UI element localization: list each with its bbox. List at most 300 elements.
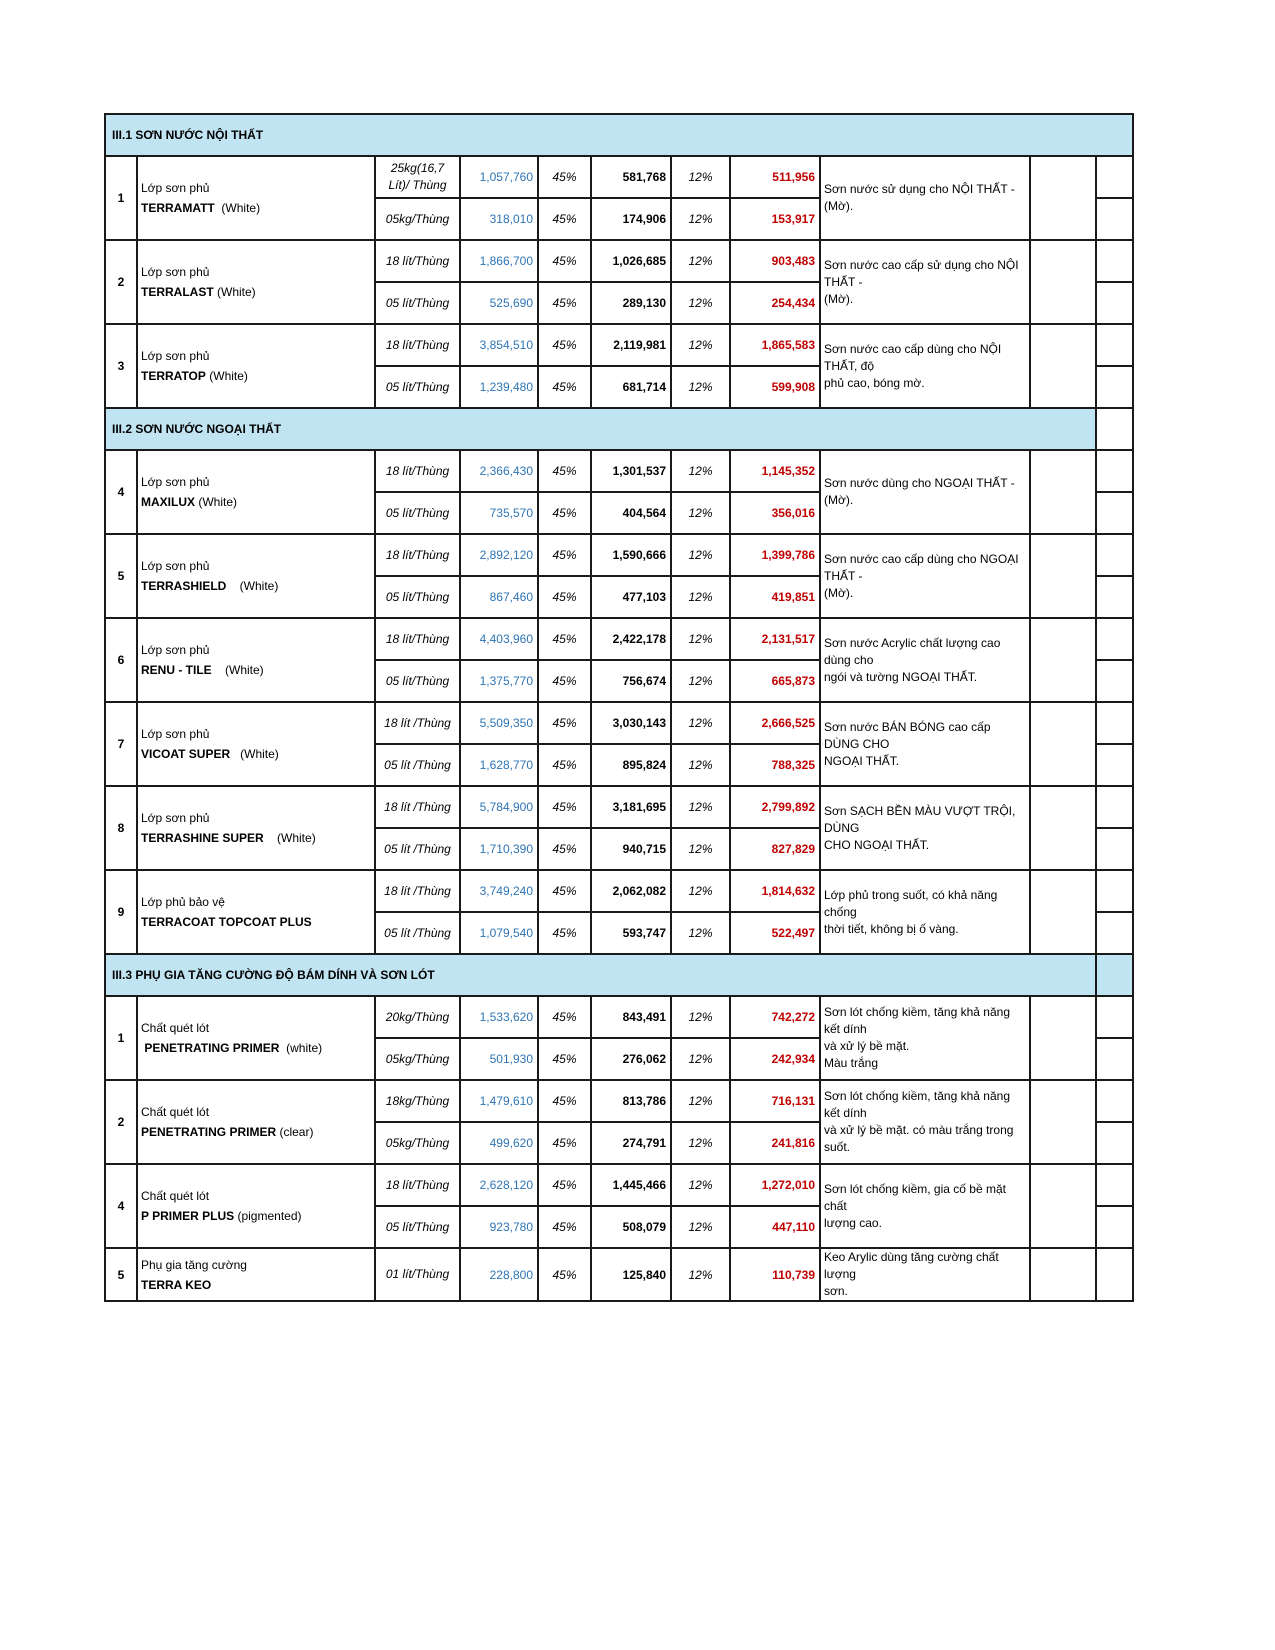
section-tail-cell: [1096, 954, 1133, 996]
net-price: 756,674: [591, 660, 671, 702]
product-name-cell: [137, 1164, 375, 1248]
net-price: 940,715: [591, 828, 671, 870]
vat-percent: 12%: [671, 240, 730, 282]
list-price: 2,628,120: [460, 1164, 538, 1206]
net-price: 581,768: [591, 156, 671, 198]
package-size: 05 lít /Thùng: [375, 828, 460, 870]
list-price: 525,690: [460, 282, 538, 324]
notes-cell: [1030, 534, 1096, 618]
product-name: TERRAMATT: [141, 201, 215, 215]
final-price: 242,934: [730, 1038, 820, 1080]
extra-cell: [1096, 702, 1133, 744]
notes-cell: [1030, 618, 1096, 702]
vat-percent: 12%: [671, 576, 730, 618]
extra-cell: [1096, 198, 1133, 240]
final-price: 788,325: [730, 744, 820, 786]
list-price: 228,800: [460, 1248, 538, 1301]
item-number: 6: [105, 618, 137, 702]
item-number: 4: [105, 1164, 137, 1248]
description-line: phủ cao, bóng mờ.: [824, 375, 925, 390]
product-variant: (White): [213, 285, 256, 299]
net-price: 508,079: [591, 1206, 671, 1248]
product-type: Chất quét lót: [141, 1105, 210, 1119]
list-price: 1,057,760: [460, 156, 538, 198]
product-description: [820, 156, 1030, 240]
net-price: 3,030,143: [591, 702, 671, 744]
product-name-line: [141, 369, 248, 383]
package-size: 18 lít/Thùng: [375, 450, 460, 492]
net-price: 125,840: [591, 1248, 671, 1301]
net-price: 174,906: [591, 198, 671, 240]
final-price: 827,829: [730, 828, 820, 870]
discount-percent: 45%: [538, 1206, 591, 1248]
description-line: ngói và tường NGOẠI THẤT.: [824, 669, 978, 684]
discount-percent: 45%: [538, 492, 591, 534]
product-description: [820, 618, 1030, 702]
product-name-line: [141, 579, 278, 593]
package-size: 18 lít/Thùng: [375, 534, 460, 576]
list-price: 3,854,510: [460, 324, 538, 366]
list-price: 1,239,480: [460, 366, 538, 408]
final-price: 1,272,010: [730, 1164, 820, 1206]
item-number: 1: [105, 996, 137, 1080]
product-name-line: [141, 915, 312, 929]
extra-cell: [1096, 156, 1133, 198]
product-name-line: [141, 1125, 313, 1139]
product-name-line: [141, 747, 279, 761]
extra-cell: [1096, 534, 1133, 576]
extra-cell: [1096, 282, 1133, 324]
vat-percent: 12%: [671, 324, 730, 366]
product-name: TERRASHINE SUPER: [141, 831, 264, 845]
table-row: [105, 786, 1133, 828]
discount-percent: 45%: [538, 912, 591, 954]
product-name-cell: [137, 324, 375, 408]
vat-percent: 12%: [671, 282, 730, 324]
item-number: 2: [105, 1080, 137, 1164]
description-line: Sơn lót chống kiềm, tăng khả năng kết dính: [824, 1089, 1010, 1120]
product-type: Lớp sơn phủ: [141, 265, 210, 279]
net-price: 2,062,082: [591, 870, 671, 912]
list-price: 499,620: [460, 1122, 538, 1164]
price-table-body: [105, 114, 1133, 1301]
product-name-cell: [137, 702, 375, 786]
final-price: 903,483: [730, 240, 820, 282]
product-variant: (White): [205, 369, 248, 383]
package-size: 05 lít/Thùng: [375, 660, 460, 702]
product-description: [820, 1164, 1030, 1248]
vat-percent: 12%: [671, 492, 730, 534]
table-row: [105, 156, 1133, 198]
product-name-cell: [137, 534, 375, 618]
list-price: 1,628,770: [460, 744, 538, 786]
notes-cell: [1030, 1080, 1096, 1164]
product-description: [820, 324, 1030, 408]
notes-cell: [1030, 240, 1096, 324]
product-variant: (white): [279, 1041, 323, 1055]
discount-percent: 45%: [538, 996, 591, 1038]
vat-percent: 12%: [671, 660, 730, 702]
list-price: 5,784,900: [460, 786, 538, 828]
description-line: CHO NGOẠI THẤT.: [824, 837, 930, 852]
net-price: 276,062: [591, 1038, 671, 1080]
list-price: 5,509,350: [460, 702, 538, 744]
final-price: 599,908: [730, 366, 820, 408]
notes-cell: [1030, 702, 1096, 786]
notes-cell: [1030, 156, 1096, 240]
product-name-cell: [137, 450, 375, 534]
package-size: 18 lít /Thùng: [375, 702, 460, 744]
product-description: [820, 1248, 1030, 1301]
product-name-line: [141, 1209, 302, 1223]
vat-percent: 12%: [671, 744, 730, 786]
final-price: 742,272: [730, 996, 820, 1038]
product-name-line: [141, 831, 316, 845]
table-row: [105, 702, 1133, 744]
product-description: [820, 240, 1030, 324]
item-number: 5: [105, 534, 137, 618]
extra-cell: [1096, 870, 1133, 912]
final-price: 2,666,525: [730, 702, 820, 744]
net-price: 289,130: [591, 282, 671, 324]
list-price: 318,010: [460, 198, 538, 240]
vat-percent: 12%: [671, 366, 730, 408]
product-description: [820, 870, 1030, 954]
net-price: 1,590,666: [591, 534, 671, 576]
discount-percent: 45%: [538, 240, 591, 282]
extra-cell: [1096, 828, 1133, 870]
package-size: 05kg/Thùng: [375, 1122, 460, 1164]
vat-percent: 12%: [671, 534, 730, 576]
final-price: 254,434: [730, 282, 820, 324]
table-row: [105, 1248, 1133, 1301]
extra-cell: [1096, 1080, 1133, 1122]
net-price: 2,119,981: [591, 324, 671, 366]
extra-cell: [1096, 1164, 1133, 1206]
extra-cell: [1096, 324, 1133, 366]
product-name: MAXILUX: [141, 495, 195, 509]
discount-percent: 45%: [538, 534, 591, 576]
discount-percent: 45%: [538, 282, 591, 324]
product-name-line: [141, 495, 237, 509]
extra-cell: [1096, 450, 1133, 492]
item-number: 5: [105, 1248, 137, 1301]
list-price: 4,403,960: [460, 618, 538, 660]
list-price: 1,533,620: [460, 996, 538, 1038]
extra-cell: [1096, 1038, 1133, 1080]
final-price: 153,917: [730, 198, 820, 240]
net-price: 895,824: [591, 744, 671, 786]
discount-percent: 45%: [538, 702, 591, 744]
final-price: 1,145,352: [730, 450, 820, 492]
vat-percent: 12%: [671, 996, 730, 1038]
product-name-cell: [137, 1080, 375, 1164]
net-price: 593,747: [591, 912, 671, 954]
discount-percent: 45%: [538, 1080, 591, 1122]
product-name: VICOAT SUPER: [141, 747, 231, 761]
extra-cell: [1096, 240, 1133, 282]
net-price: 813,786: [591, 1080, 671, 1122]
section-title: III.3 PHỤ GIA TĂNG CƯỜNG ĐỘ BÁM DÍNH VÀ SƠN LÓT: [105, 954, 1096, 996]
product-name-cell: [137, 786, 375, 870]
list-price: 1,479,610: [460, 1080, 538, 1122]
product-variant: (White): [195, 495, 237, 509]
extra-cell: [1096, 1248, 1133, 1301]
discount-percent: 45%: [538, 828, 591, 870]
product-name: PENETRATING PRIMER: [141, 1125, 277, 1139]
vat-percent: 12%: [671, 1164, 730, 1206]
description-line: sơn.: [824, 1284, 848, 1298]
vat-percent: 12%: [671, 198, 730, 240]
discount-percent: 45%: [538, 870, 591, 912]
list-price: 1,710,390: [460, 828, 538, 870]
product-type: Lớp sơn phủ: [141, 475, 210, 489]
item-number: 1: [105, 156, 137, 240]
package-size: 18 lít/Thùng: [375, 324, 460, 366]
description-line: Lớp phủ trong suốt, có khả năng chống: [824, 887, 998, 919]
item-number: 7: [105, 702, 137, 786]
product-variant: (White): [214, 201, 261, 215]
notes-cell: [1030, 1164, 1096, 1248]
product-type: Lớp sơn phủ: [141, 181, 210, 195]
description-line: lượng cao.: [824, 1215, 882, 1230]
product-type: Lớp sơn phủ: [141, 727, 210, 741]
item-number: 8: [105, 786, 137, 870]
vat-percent: 12%: [671, 828, 730, 870]
list-price: 867,460: [460, 576, 538, 618]
description-line: Sơn nước cao cấp dùng cho NGOẠI THẤT -: [824, 551, 1019, 583]
final-price: 1,399,786: [730, 534, 820, 576]
net-price: 404,564: [591, 492, 671, 534]
package-size: 05 lít /Thùng: [375, 912, 460, 954]
description-line: Keo Arylic dùng tăng cường chất lượng: [824, 1250, 999, 1281]
extra-cell: [1096, 618, 1133, 660]
product-name-cell: [137, 156, 375, 240]
list-price: 501,930: [460, 1038, 538, 1080]
section-title: III.2 SƠN NƯỚC NGOẠI THẤT: [105, 408, 1096, 450]
description-line: Sơn nước dùng cho NGOẠI THẤT - (Mờ).: [824, 476, 1015, 507]
discount-percent: 45%: [538, 450, 591, 492]
description-line: và xử lý bề mặt.: [824, 1039, 910, 1053]
item-number: 9: [105, 870, 137, 954]
package-size: 18kg/Thùng: [375, 1080, 460, 1122]
table-row: [105, 240, 1133, 282]
product-name: RENU - TILE: [141, 663, 212, 677]
product-description: [820, 1080, 1030, 1164]
section-title: III.1 SƠN NƯỚC NỘI THẤT: [105, 114, 1133, 156]
list-price: 923,780: [460, 1206, 538, 1248]
net-price: 274,791: [591, 1122, 671, 1164]
extra-cell: [1096, 1122, 1133, 1164]
discount-percent: 45%: [538, 660, 591, 702]
final-price: 2,799,892: [730, 786, 820, 828]
description-line: Sơn nước cao cấp dùng cho NỘI THẤT, độ: [824, 341, 1002, 373]
product-description: [820, 996, 1030, 1080]
net-price: 681,714: [591, 366, 671, 408]
list-price: 735,570: [460, 492, 538, 534]
product-name-line: [141, 285, 256, 299]
table-row: [105, 450, 1133, 492]
net-price: 843,491: [591, 996, 671, 1038]
product-name: TERRACOAT TOPCOAT PLUS: [141, 915, 312, 929]
product-name: TERRA KEO: [141, 1277, 212, 1292]
package-size: 20kg/Thùng: [375, 996, 460, 1038]
table-row: [105, 1080, 1133, 1122]
notes-cell: [1030, 996, 1096, 1080]
discount-percent: 45%: [538, 324, 591, 366]
package-size: 18 lít/Thùng: [375, 1164, 460, 1206]
product-name-line: [141, 1278, 211, 1292]
package-size: 05 lít/Thùng: [375, 282, 460, 324]
product-variant: (White): [211, 663, 264, 677]
section-header-row: [105, 114, 1133, 156]
list-price: 2,366,430: [460, 450, 538, 492]
notes-cell: [1030, 1248, 1096, 1301]
product-name: PENETRATING PRIMER: [141, 1041, 280, 1055]
net-price: 2,422,178: [591, 618, 671, 660]
description-line: Sơn nước BÁN BÓNG cao cấp DÙNG CHO: [824, 719, 991, 751]
discount-percent: 45%: [538, 198, 591, 240]
description-line: (Mờ).: [824, 585, 854, 600]
extra-cell: [1096, 660, 1133, 702]
product-name-line: [141, 1041, 322, 1055]
description-line: Sơn nước Acrylic chất lượng cao dùng cho: [824, 635, 1001, 667]
net-price: 477,103: [591, 576, 671, 618]
vat-percent: 12%: [671, 786, 730, 828]
discount-percent: 45%: [538, 366, 591, 408]
product-variant: (clear): [276, 1125, 314, 1139]
package-size: 18 lít /Thùng: [375, 870, 460, 912]
product-variant: (White): [226, 579, 279, 593]
extra-cell: [1096, 786, 1133, 828]
vat-percent: 12%: [671, 1206, 730, 1248]
description-line: (Mờ).: [824, 291, 854, 306]
product-description: [820, 702, 1030, 786]
vat-percent: 12%: [671, 1122, 730, 1164]
table-row: [105, 870, 1133, 912]
section-header-row: [105, 954, 1133, 996]
final-price: 522,497: [730, 912, 820, 954]
package-size: 05 lít/Thùng: [375, 1206, 460, 1248]
package-size: 05 lít/Thùng: [375, 366, 460, 408]
product-type: Lớp sơn phủ: [141, 811, 210, 825]
package-size: 05kg/Thùng: [375, 1038, 460, 1080]
product-type: Lớp sơn phủ: [141, 349, 210, 363]
extra-cell: [1096, 1206, 1133, 1248]
extra-cell: [1096, 996, 1133, 1038]
product-name-cell: [137, 870, 375, 954]
product-description: [820, 786, 1030, 870]
table-row: [105, 1164, 1133, 1206]
final-price: 716,131: [730, 1080, 820, 1122]
product-type: Lớp sơn phủ: [141, 643, 210, 657]
package-size: 05 lít/Thùng: [375, 576, 460, 618]
discount-percent: 45%: [538, 1122, 591, 1164]
product-variant: (pigmented): [234, 1209, 302, 1223]
package-size: 05 lít/Thùng: [375, 492, 460, 534]
notes-cell: [1030, 450, 1096, 534]
package-size: 18 lít/Thùng: [375, 240, 460, 282]
list-price: 3,749,240: [460, 870, 538, 912]
product-type: Phụ gia tăng cường: [141, 1257, 247, 1272]
extra-cell: [1096, 744, 1133, 786]
package-size: 25kg(16,7 Lít)/ Thùng: [375, 156, 460, 198]
description-line: Sơn lót chống kiềm, gia cố bề mặt chất: [824, 1181, 1006, 1213]
final-price: 665,873: [730, 660, 820, 702]
item-number: 2: [105, 240, 137, 324]
description-line: thời tiết, không bị ố vàng.: [824, 921, 959, 936]
item-number: 3: [105, 324, 137, 408]
product-name-line: [141, 663, 264, 677]
discount-percent: 45%: [538, 1248, 591, 1301]
vat-percent: 12%: [671, 1248, 730, 1301]
discount-percent: 45%: [538, 744, 591, 786]
table-row: [105, 996, 1133, 1038]
item-number: 4: [105, 450, 137, 534]
product-variant: (White): [230, 747, 279, 761]
discount-percent: 45%: [538, 618, 591, 660]
description-line: Sơn lót chống kiềm, tăng khả năng kết dính: [824, 1005, 1010, 1036]
description-line: Sơn nước sử dụng cho NỘI THẤT - (Mờ).: [824, 182, 1015, 213]
extra-cell: [1096, 576, 1133, 618]
vat-percent: 12%: [671, 156, 730, 198]
notes-cell: [1030, 786, 1096, 870]
price-table: [104, 113, 1134, 1302]
vat-percent: 12%: [671, 912, 730, 954]
product-type: Lớp sơn phủ: [141, 559, 210, 573]
vat-percent: 12%: [671, 870, 730, 912]
package-size: 05kg/Thùng: [375, 198, 460, 240]
product-name-cell: [137, 618, 375, 702]
extra-cell: [1096, 366, 1133, 408]
product-name-cell: [137, 1248, 375, 1301]
vat-percent: 12%: [671, 618, 730, 660]
product-variant: (White): [263, 831, 316, 845]
discount-percent: 45%: [538, 1038, 591, 1080]
product-name-cell: [137, 240, 375, 324]
final-price: 511,956: [730, 156, 820, 198]
net-price: 1,026,685: [591, 240, 671, 282]
vat-percent: 12%: [671, 450, 730, 492]
table-row: [105, 618, 1133, 660]
final-price: 241,816: [730, 1122, 820, 1164]
final-price: 110,739: [730, 1248, 820, 1301]
vat-percent: 12%: [671, 702, 730, 744]
net-price: 1,301,537: [591, 450, 671, 492]
final-price: 1,865,583: [730, 324, 820, 366]
product-name: TERRATOP: [141, 369, 206, 383]
section-tail-cell: [1096, 408, 1133, 450]
vat-percent: 12%: [671, 1080, 730, 1122]
product-type: Chất quét lót: [141, 1189, 210, 1203]
final-price: 1,814,632: [730, 870, 820, 912]
table-row: [105, 534, 1133, 576]
list-price: 1,375,770: [460, 660, 538, 702]
product-name-cell: [137, 996, 375, 1080]
package-size: 18 lít /Thùng: [375, 786, 460, 828]
vat-percent: 12%: [671, 1038, 730, 1080]
final-price: 447,110: [730, 1206, 820, 1248]
product-type: Lớp phủ bảo vệ: [141, 895, 225, 909]
product-name-line: [141, 201, 260, 215]
list-price: 2,892,120: [460, 534, 538, 576]
notes-cell: [1030, 324, 1096, 408]
final-price: 2,131,517: [730, 618, 820, 660]
description-line: Sơn nước cao cấp sử dụng cho NỘI THẤT -: [824, 257, 1019, 289]
section-header-row: [105, 408, 1133, 450]
extra-cell: [1096, 912, 1133, 954]
extra-cell: [1096, 492, 1133, 534]
